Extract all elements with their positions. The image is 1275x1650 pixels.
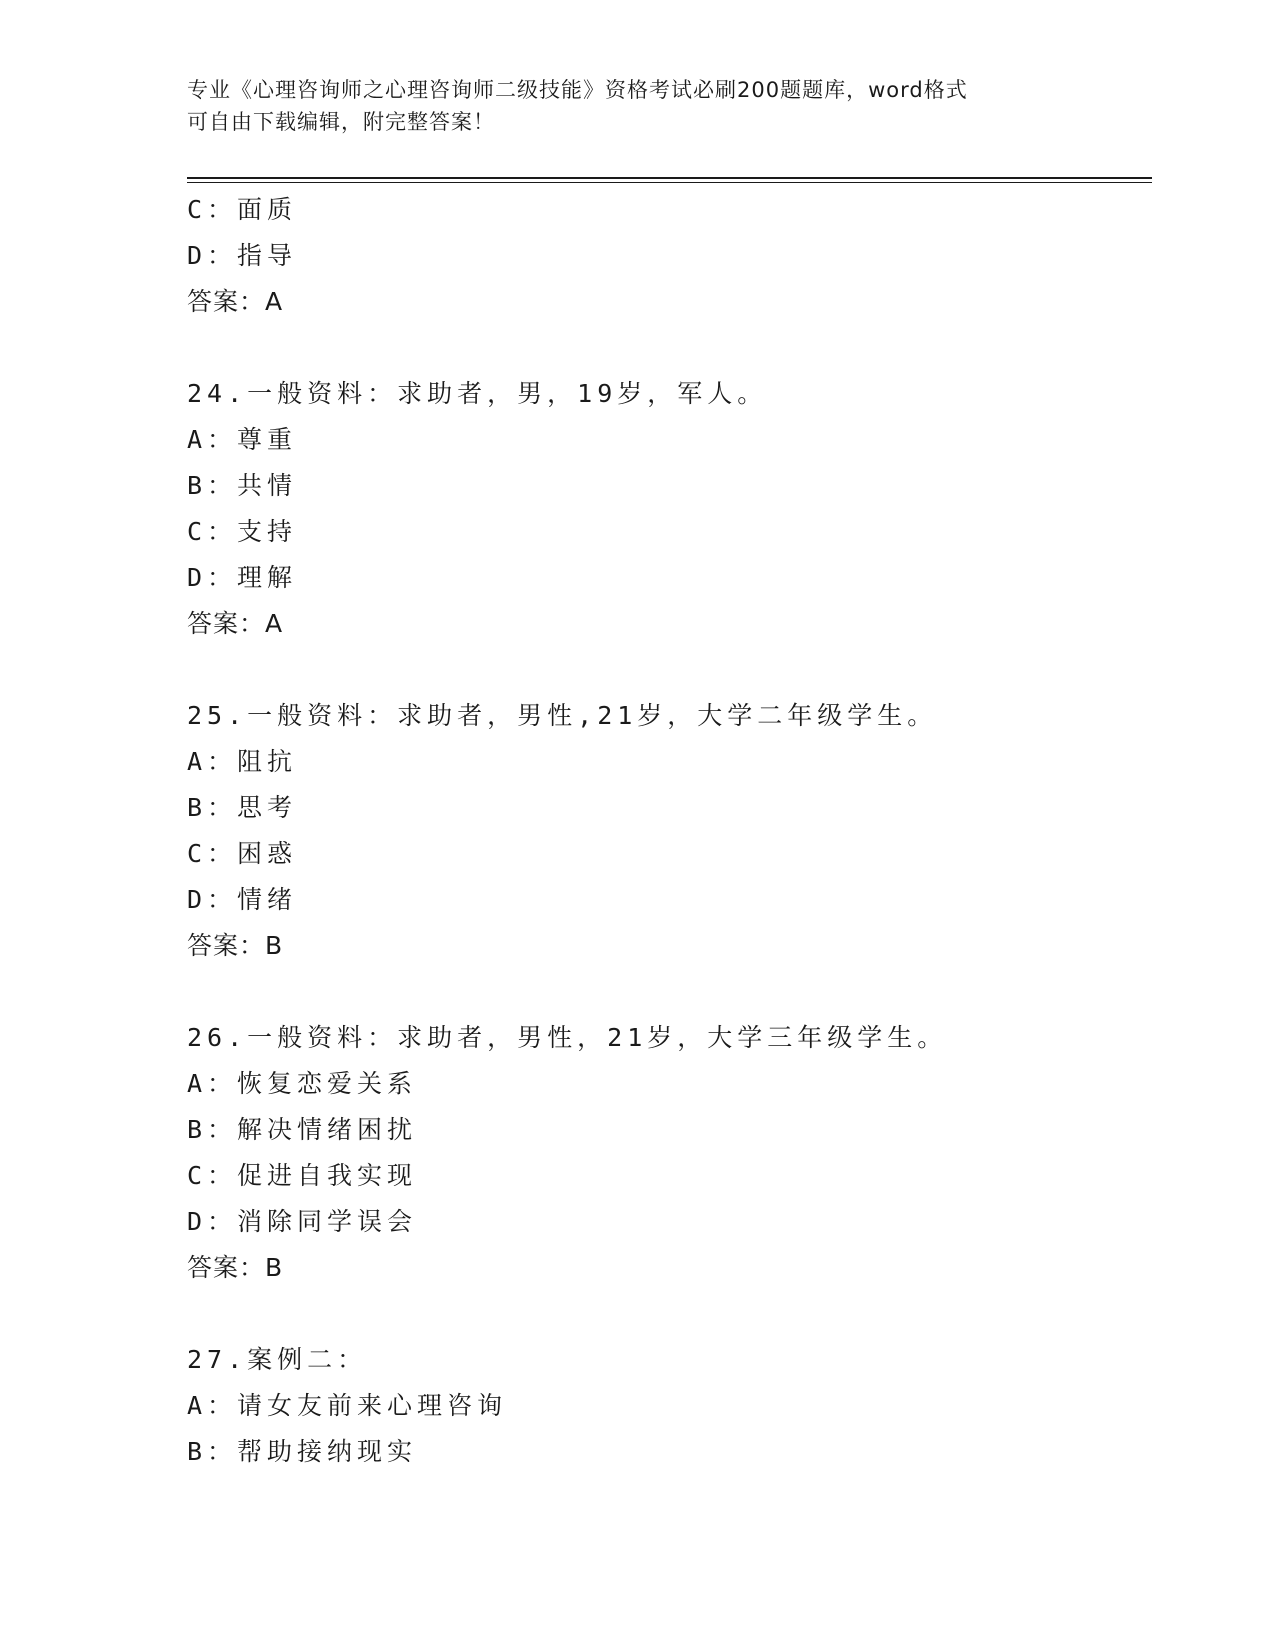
option-c: C：面质: [187, 195, 298, 224]
question-fragment: [187, 187, 1147, 325]
question-stem: 25.一般资料：求助者，男性,21岁，大学二年级学生。: [187, 701, 938, 730]
option-d: D：消除同学误会: [187, 1207, 418, 1236]
question-list: [187, 187, 1147, 1475]
header-line-1: 专业《心理咨询师之心理咨询师二级技能》资格考试必刷200题题库，word格式: [187, 78, 968, 102]
spacer: [187, 969, 1147, 1015]
question-stem: 27.案例二：: [187, 1345, 368, 1374]
option-b: B：思考: [187, 793, 298, 822]
document-header: [187, 74, 1067, 138]
spacer: [187, 325, 1147, 371]
option-d: D：情绪: [187, 885, 298, 914]
header-divider-thin: [187, 182, 1152, 183]
option-d: D：理解: [187, 563, 298, 592]
option-c: C：困惑: [187, 839, 298, 868]
question-25: [187, 693, 1147, 969]
answer-line: 答案：A: [187, 609, 284, 638]
header-divider-thick: [187, 177, 1152, 179]
option-a: A：尊重: [187, 425, 298, 454]
question-26: [187, 1015, 1147, 1291]
option-c: C：促进自我实现: [187, 1161, 418, 1190]
option-b: B：共情: [187, 471, 298, 500]
option-d: D：指导: [187, 241, 298, 270]
option-b: B：解决情绪困扰: [187, 1115, 418, 1144]
option-a: A：恢复恋爱关系: [187, 1069, 418, 1098]
spacer: [187, 1291, 1147, 1337]
answer-line: 答案：A: [187, 287, 284, 316]
question-stem: 24.一般资料：求助者，男，19岁，军人。: [187, 379, 768, 408]
question-stem: 26.一般资料：求助者，男性，21岁，大学三年级学生。: [187, 1023, 948, 1052]
question-27: [187, 1337, 1147, 1475]
header-line-2: 可自由下载编辑，附完整答案！: [187, 110, 495, 134]
option-a: A：阻抗: [187, 747, 298, 776]
option-b: B：帮助接纳现实: [187, 1437, 418, 1466]
option-a: A：请女友前来心理咨询: [187, 1391, 508, 1420]
option-c: C：支持: [187, 517, 298, 546]
answer-line: 答案：B: [187, 931, 284, 960]
answer-line: 答案：B: [187, 1253, 284, 1282]
spacer: [187, 647, 1147, 693]
question-24: [187, 371, 1147, 647]
